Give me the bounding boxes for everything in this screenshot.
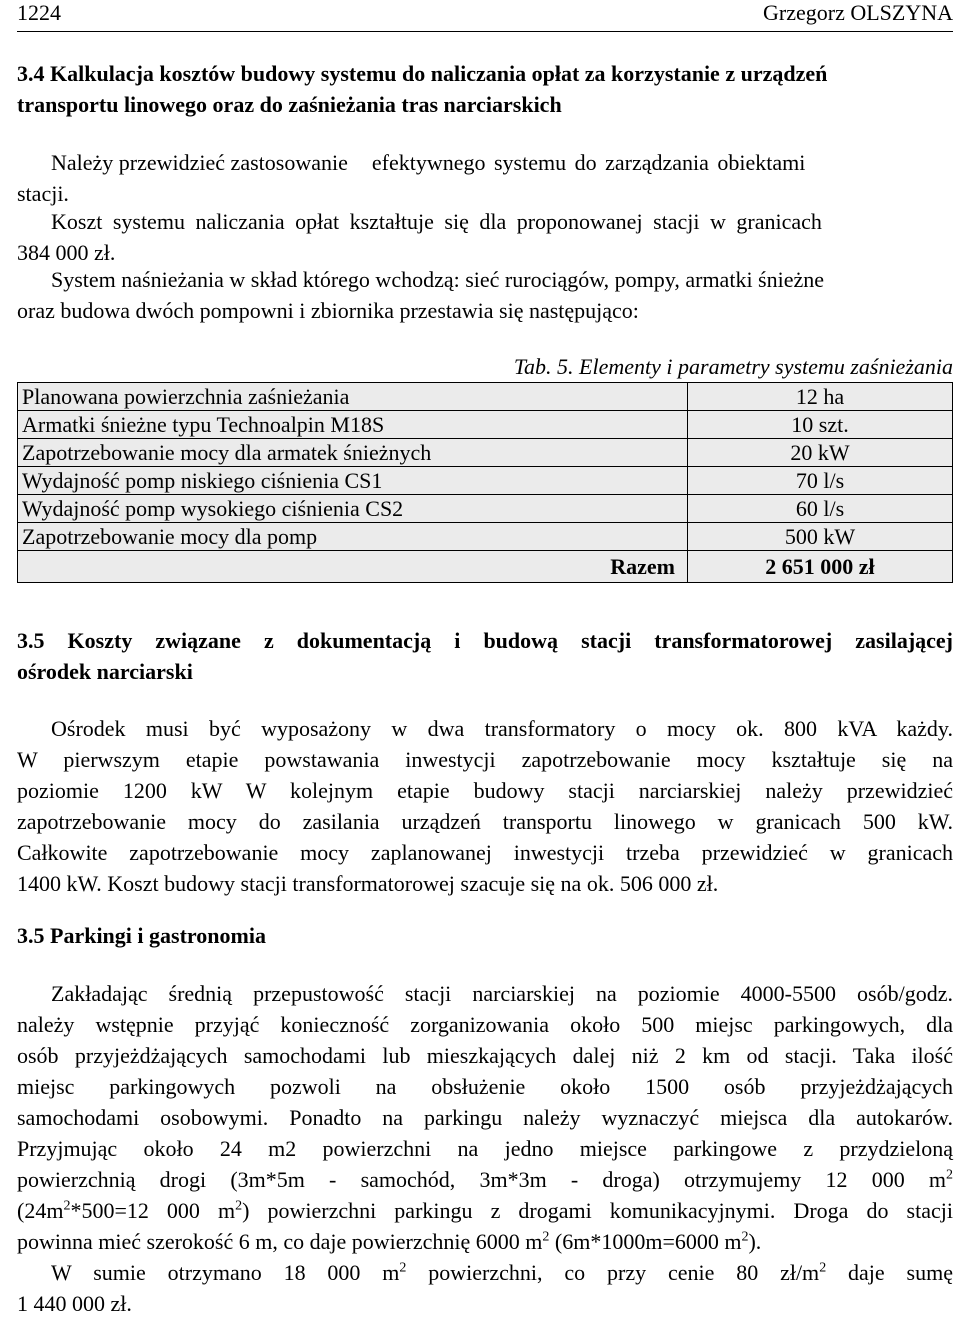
heading-line: ośrodek narciarski <box>17 659 193 684</box>
text-line: ($24m^2*500=12$ 000 $m^2$) powierzchni parkingu z drogami komunikacyjnymi. Droga do stacji <box>17 1198 953 1223</box>
text-line: samochodami osobowymi. Ponadto na parkingu należy wyznaczyć miejsca dla autokarów. <box>17 1105 953 1130</box>
paragraph <box>17 978 953 1319</box>
text-line: powinna mieć szerokość 6 m, co daje powierzchnię 6000 $m^2$ (6m*1000m=6000 $m^2$). <box>17 1229 762 1254</box>
running-header <box>17 0 953 26</box>
text-line: Całkowite zapotrzebowanie mocy zaplanowanej inwestycji trzeba przewidzieć w granicach <box>17 840 953 865</box>
text-line: 1400 kW. Koszt budowy stacji transformatorowej szacuje się na ok. 506 000 zł. <box>17 871 719 896</box>
text-line: Koszt systemu naliczania opłat kształtuje się dla proponowanej stacji w granicach <box>51 209 822 234</box>
table-row <box>18 383 953 411</box>
text-line: Zakładając średnią przepustowość stacji narciarskiej na poziomie 4000-5500 osób/godz. <box>51 981 953 1006</box>
paragraph <box>17 264 953 326</box>
table-cell-label: Wydajność pomp niskiego ciśnienia CS1 <box>18 467 688 495</box>
text-line: Ośrodek musi być wyposażony w dwa transformatory o mocy ok. 800 kVA każdy. <box>51 716 953 741</box>
table-total-row <box>18 551 953 583</box>
snowmaking-table <box>17 382 953 583</box>
table-cell-label: Zapotrzebowanie mocy dla armatek śnieżnych <box>18 439 688 467</box>
header-rule <box>17 31 953 32</box>
text-line: W sumie otrzymano 18 000 $m^2$ powierzchni, co przy cenie 80 $zł/m^2$ daje sumę <box>51 1260 953 1285</box>
text-line: należy wstępnie przyjąć konieczność zorganizowania około 500 miejsc parkingowych, dla <box>17 1012 953 1037</box>
table-row <box>18 439 953 467</box>
table-row <box>18 467 953 495</box>
text-line: stacji. <box>17 181 69 206</box>
text-line: osób przyjeżdżających samochodami lub mieszkających dalej niż 2 km od stacji. Taka ilość <box>17 1043 953 1068</box>
table-cell-value: 12 ha <box>688 383 953 411</box>
table-cell-label: Armatki śnieżne typu Technoalpin M18S <box>18 411 688 439</box>
text-line: Przyjmując około 24 m2 powierzchni na jedno miejsce parkingowe z przydzieloną <box>17 1136 953 1161</box>
paragraph <box>17 206 953 268</box>
heading-line: transportu linowego oraz do zaśnieżania tras narciarskich <box>17 92 562 117</box>
table-cell-value: 60 l/s <box>688 495 953 523</box>
text-line: zapotrzebowanie mocy do zasilania urządzeń transportu linowego w granicach 500 kW. <box>17 809 953 834</box>
table-cell-value: 10 szt. <box>688 411 953 439</box>
paragraph <box>17 713 953 899</box>
total-label: Razem <box>18 551 688 583</box>
text-line: W pierwszym etapie powstawania inwestycji zapotrzebowanie mocy kształtuje się na <box>17 747 953 772</box>
text-line: System naśnieżania w skład którego wchodzą: sieć rurociągów, pompy, armatki śnieżne <box>51 267 825 292</box>
table-row <box>18 523 953 551</box>
text-line: 1 440 000 zł. <box>17 1291 132 1316</box>
text-line: 384 000 zł. <box>17 240 116 265</box>
table-cell-label: Planowana powierzchnia zaśnieżania <box>18 383 688 411</box>
table-cell-value: 20 kW <box>688 439 953 467</box>
table-cell-label: Wydajność pomp wysokiego ciśnienia CS2 <box>18 495 688 523</box>
section-heading-3-5-transformer <box>17 625 953 687</box>
author-name: Grzegorz OLSZYNA <box>763 0 953 25</box>
table-row <box>18 495 953 523</box>
table-cell-value: 70 l/s <box>688 467 953 495</box>
table-cell-value: 500 kW <box>688 523 953 551</box>
text-line: miejsc parkingowych pozwoli na obsłużenie około 1500 osób przyjeżdżających <box>17 1074 953 1099</box>
text-line: powierzchnią drogi (3m*5m - samochód, 3m*3m - droga) otrzymujemy 12 000 $m^2$ <box>17 1167 953 1192</box>
heading-line: 3.5 Koszty związane z dokumentacją i budową stacji transformatorowej zasilającej <box>17 628 953 653</box>
text-line: Należy przewidzieć zastosowanie efektywnego systemu do zarządzania obiektami <box>51 150 806 175</box>
section-heading-3-4 <box>17 58 953 120</box>
table-caption: Tab. 5. Elementy i parametry systemu zaśnieżania <box>513 354 953 379</box>
section-heading-3-5-parking: 3.5 Parkingi i gastronomia <box>17 923 266 948</box>
page-number: 1224 <box>17 0 61 25</box>
text-line: poziomie 1200 kW W kolejnym etapie budowy stacji narciarskiej należy przewidzieć <box>17 778 953 803</box>
table-cell-label: Zapotrzebowanie mocy dla pomp <box>18 523 688 551</box>
heading-line: 3.4 Kalkulacja kosztów budowy systemu do naliczania opłat za korzystanie z urządzeń <box>17 61 828 86</box>
text-line: oraz budowa dwóch pompowni i zbiornika przestawia się następująco: <box>17 298 639 323</box>
table-row <box>18 411 953 439</box>
total-value: 2 651 000 zł <box>688 551 953 583</box>
paragraph <box>17 147 953 209</box>
